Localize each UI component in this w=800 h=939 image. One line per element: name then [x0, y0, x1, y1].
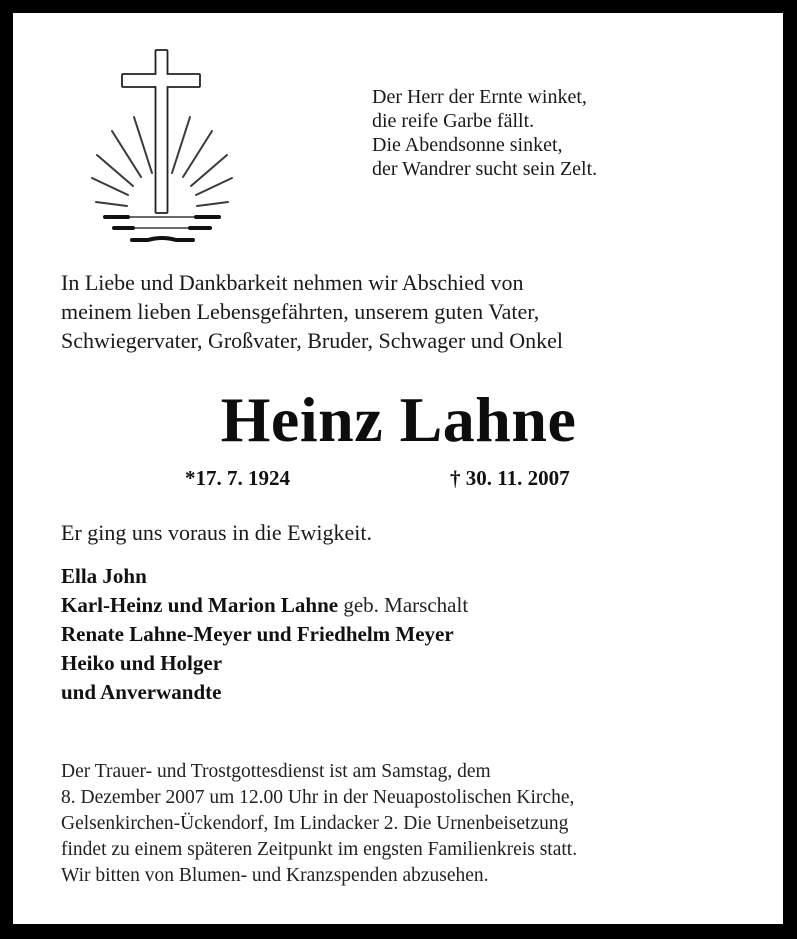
mourner-name: Karl-Heinz und Marion Lahne [61, 593, 339, 617]
intro-line: meinem lieben Lebensgefährten, unserem guten Vater, [61, 299, 540, 324]
intro-line: Schwiegervater, Großvater, Bruder, Schwager und Onkel [61, 328, 563, 353]
service-line: Wir bitten von Blumen- und Kranzspenden abzusehen. [61, 865, 489, 886]
tagline: Er ging uns voraus in die Ewigkeit. [61, 520, 373, 545]
mourner-name: und Anverwandte [61, 680, 222, 704]
cross-with-rising-sun-icon [80, 40, 250, 250]
mourner-entry [61, 680, 221, 705]
service-line: 8. Dezember 2007 um 12.00 Uhr in der Neuapostolischen Kirche, [61, 787, 575, 808]
poem-line: der Wandrer sucht sein Zelt. [372, 158, 598, 180]
service-line: Der Trauer- und Trostgottesdienst ist am Samstag, dem [61, 761, 491, 782]
poem-line: die reife Garbe fällt. [372, 110, 535, 132]
birth-date: *17. 7. 1924 [185, 466, 290, 490]
intro-line: In Liebe und Dankbarkeit nehmen wir Abschied von [61, 270, 524, 295]
poem-line: Die Abendsonne sinket, [372, 134, 563, 156]
poem-line: Der Herr der Ernte winket, [372, 86, 587, 108]
mourner-entry [61, 564, 147, 589]
mourner-note: geb. Marschalt [338, 593, 469, 617]
service-line: findet zu einem späteren Zeitpunkt im engsten Familienkreis statt. [61, 839, 578, 860]
mourner-entry [61, 651, 222, 676]
death-date: † 30. 11. 2007 [450, 466, 570, 490]
mourner-name: Renate Lahne-Meyer und Friedhelm Meyer [61, 622, 454, 646]
deceased-name: Heinz Lahne [220, 384, 577, 455]
mourner-name: Ella John [61, 564, 147, 588]
mourner-entry [61, 593, 468, 618]
mourner-name: Heiko und Holger [61, 651, 223, 675]
mourner-entry [61, 622, 454, 647]
service-line: Gelsenkirchen-Ückendorf, Im Lindacker 2. Die Urnenbeisetzung [61, 813, 569, 834]
